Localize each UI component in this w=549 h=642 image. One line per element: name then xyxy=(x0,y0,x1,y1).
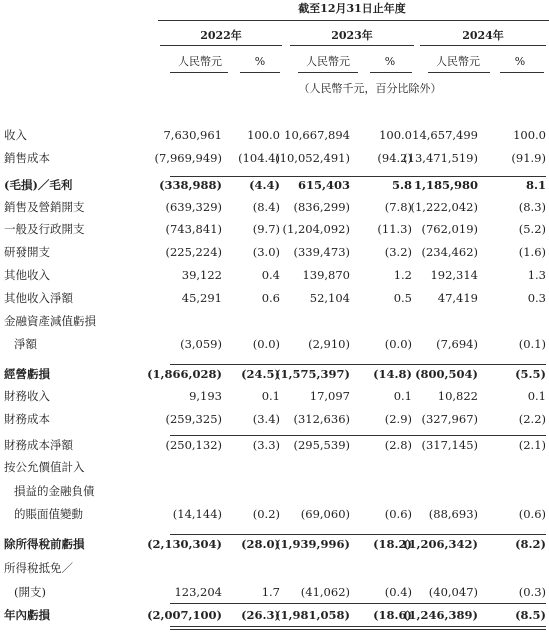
value-2023-cell: (41,062) xyxy=(300,585,350,599)
percent-2023-cell: (3.2) xyxy=(384,245,412,259)
value-2023-cell: 52,104 xyxy=(309,291,350,305)
header-rule xyxy=(158,20,549,21)
subheader-rule xyxy=(170,72,228,73)
value-2023-cell: (295,539) xyxy=(293,438,350,452)
value-2022-cell: 45,291 xyxy=(181,291,222,305)
percent-2022-cell: (8.4) xyxy=(252,200,280,214)
row-label: 研發開支 xyxy=(4,245,50,259)
percent-2024-cell: (0.1) xyxy=(518,337,546,351)
subtotal-rule xyxy=(170,534,546,535)
value-2022-cell: (7,969,949) xyxy=(154,151,222,165)
percent-2024-cell: (1.6) xyxy=(518,245,546,259)
row-label: 所得稅抵免／ xyxy=(4,561,73,575)
year-rule-2023 xyxy=(290,45,414,46)
value-2023-cell: (1,575,397) xyxy=(275,367,350,381)
period-header: 截至12月31日止年度 xyxy=(298,2,406,15)
value-2023-cell: (339,473) xyxy=(293,245,350,259)
value-2024-cell: 1,185,980 xyxy=(413,178,478,192)
percent-2022-cell: (9.7) xyxy=(252,222,280,236)
row-label: 銷售成本 xyxy=(4,151,50,165)
percent-2023-cell: (0.0) xyxy=(384,337,412,351)
unit-note: （人民幣千元，百分比除外） xyxy=(298,82,442,95)
subheader-rule xyxy=(428,72,490,73)
value-2024-cell: (800,504) xyxy=(415,367,478,381)
percent-2024-cell: 100.0 xyxy=(513,128,546,142)
value-2024-cell: 14,657,499 xyxy=(412,128,478,142)
percent-col-header: % xyxy=(384,55,396,68)
percent-2023-cell: 100.0 xyxy=(379,128,412,142)
percent-2023-cell: (18.2) xyxy=(373,537,412,551)
row-label: 收入 xyxy=(4,128,27,142)
row-label: 經營虧損 xyxy=(4,367,50,381)
subheader-rule xyxy=(298,72,358,73)
row-label: 按公允價值計入 xyxy=(4,460,85,474)
year-rule-2024 xyxy=(420,45,546,46)
percent-2024-cell: (91.9) xyxy=(511,151,546,165)
value-2023-cell: 139,870 xyxy=(302,268,350,282)
subheader-rule xyxy=(240,72,280,73)
percent-2024-cell: (2.1) xyxy=(518,438,546,452)
percent-2022-cell: (26.3) xyxy=(241,608,280,622)
percent-2023-cell: (7.8) xyxy=(384,200,412,214)
row-label: 其他收入 xyxy=(4,268,50,282)
value-2022-cell: 9,193 xyxy=(189,389,222,403)
value-2023-cell: (1,939,996) xyxy=(275,537,350,551)
percent-2022-cell: (4.4) xyxy=(249,178,280,192)
value-2024-cell: (762,019) xyxy=(421,222,478,236)
value-2024-cell: (1,246,389) xyxy=(403,608,478,622)
value-2022-cell: (250,132) xyxy=(165,438,222,452)
value-2023-cell: (1,981,058) xyxy=(275,608,350,622)
value-2023-cell: (836,299) xyxy=(293,200,350,214)
percent-2024-cell: (8.2) xyxy=(515,537,546,551)
value-2023-cell: 10,667,894 xyxy=(284,128,350,142)
percent-2024-cell: (8.5) xyxy=(515,608,546,622)
value-2024-cell: (1,222,042) xyxy=(410,200,478,214)
percent-2023-cell: 1.2 xyxy=(393,268,412,282)
value-2022-cell: (639,329) xyxy=(165,200,222,214)
value-2024-cell: (7,694) xyxy=(436,337,478,351)
subheader-rule xyxy=(500,72,544,73)
subtotal-rule xyxy=(170,435,546,436)
percent-2023-cell: (2.8) xyxy=(384,438,412,452)
percent-2022-cell: (0.2) xyxy=(252,507,280,521)
percent-2022-cell: (24.5) xyxy=(241,367,280,381)
value-2022-cell: 39,122 xyxy=(181,268,222,282)
percent-2024-cell: (5.2) xyxy=(518,222,546,236)
percent-2022-cell: (104.4) xyxy=(238,151,280,165)
value-2023-cell: (10,052,491) xyxy=(275,151,350,165)
value-2024-cell: 47,419 xyxy=(437,291,478,305)
value-2022-cell: (3,059) xyxy=(180,337,222,351)
year-rule-2022 xyxy=(160,45,282,46)
value-2022-cell: (225,224) xyxy=(165,245,222,259)
percent-2022-cell: 1.7 xyxy=(261,585,280,599)
currency-col-header: 人民幣元 xyxy=(306,55,350,68)
value-2022-cell: (338,988) xyxy=(159,178,222,192)
percent-2024-cell: (8.3) xyxy=(518,200,546,214)
row-label: 的賬面值變動 xyxy=(14,507,83,521)
row-label: 財務收入 xyxy=(4,389,50,403)
subtotal-rule xyxy=(170,176,546,177)
row-label: 損益的金融負債 xyxy=(14,484,95,498)
row-label: 財務成本 xyxy=(4,412,50,426)
value-2022-cell: (2,130,304) xyxy=(147,537,222,551)
year-header-2022: 2022年 xyxy=(200,29,242,42)
percent-2023-cell: 0.1 xyxy=(393,389,412,403)
percent-2024-cell: 0.1 xyxy=(527,389,546,403)
value-2023-cell: (69,060) xyxy=(300,507,350,521)
subheader-rule xyxy=(370,72,412,73)
row-label: 年內虧損 xyxy=(4,608,50,622)
row-label: 金融資產減值虧損 xyxy=(4,314,96,328)
percent-col-header: % xyxy=(254,55,266,68)
value-2022-cell: (1,866,028) xyxy=(147,367,222,381)
currency-col-header: 人民幣元 xyxy=(178,55,222,68)
percent-2023-cell: (94.2) xyxy=(377,151,412,165)
percent-2023-cell: (11.3) xyxy=(377,222,412,236)
value-2024-cell: (88,693) xyxy=(428,507,478,521)
value-2023-cell: 615,403 xyxy=(297,178,350,192)
row-label: 銷售及營銷開支 xyxy=(4,200,85,214)
percent-2022-cell: (28.0) xyxy=(241,537,280,551)
row-label: 除所得稅前虧損 xyxy=(4,537,85,551)
percent-2022-cell: (3.3) xyxy=(252,438,280,452)
percent-2022-cell: (3.4) xyxy=(252,412,280,426)
row-label: (毛損)／毛利 xyxy=(4,178,73,192)
value-2024-cell: (234,462) xyxy=(421,245,478,259)
percent-2022-cell: 100.0 xyxy=(247,128,280,142)
value-2024-cell: (40,047) xyxy=(428,585,478,599)
value-2022-cell: (2,007,100) xyxy=(147,608,222,622)
percent-2022-cell: 0.4 xyxy=(261,268,280,282)
row-label: 淨額 xyxy=(14,337,37,351)
row-label: 財務成本淨額 xyxy=(4,438,73,452)
value-2024-cell: (13,471,519) xyxy=(403,151,478,165)
subtotal-rule xyxy=(170,364,546,365)
row-label: (開支) xyxy=(14,585,46,599)
percent-2023-cell: 0.5 xyxy=(393,291,412,305)
value-2022-cell: 123,204 xyxy=(174,585,222,599)
year-header-2023: 2023年 xyxy=(331,29,373,42)
value-2023-cell: 17,097 xyxy=(309,389,350,403)
percent-2024-cell: (2.2) xyxy=(518,412,546,426)
year-header-2024: 2024年 xyxy=(462,29,504,42)
value-2023-cell: (312,636) xyxy=(293,412,350,426)
percent-2023-cell: (18.6) xyxy=(373,608,412,622)
percent-2023-cell: (0.6) xyxy=(384,507,412,521)
value-2022-cell: 7,630,961 xyxy=(163,128,222,142)
row-label: 一般及行政開支 xyxy=(4,222,85,236)
percent-2024-cell: (0.6) xyxy=(518,507,546,521)
percent-2023-cell: (2.9) xyxy=(384,412,412,426)
subtotal-rule xyxy=(170,603,546,604)
percent-2022-cell: (0.0) xyxy=(252,337,280,351)
percent-2022-cell: (3.0) xyxy=(252,245,280,259)
total-double-rule xyxy=(170,626,546,630)
percent-2023-cell: (0.4) xyxy=(384,585,412,599)
value-2024-cell: 10,822 xyxy=(437,389,478,403)
percent-2024-cell: (5.5) xyxy=(515,367,546,381)
percent-2024-cell: (0.3) xyxy=(518,585,546,599)
value-2022-cell: (14,144) xyxy=(172,507,222,521)
value-2023-cell: (2,910) xyxy=(308,337,350,351)
value-2024-cell: 192,314 xyxy=(430,268,478,282)
value-2023-cell: (1,204,092) xyxy=(282,222,350,236)
percent-2023-cell: (14.8) xyxy=(373,367,412,381)
currency-col-header: 人民幣元 xyxy=(436,55,480,68)
percent-2022-cell: 0.6 xyxy=(261,291,280,305)
percent-2024-cell: 8.1 xyxy=(525,178,546,192)
percent-2024-cell: 0.3 xyxy=(527,291,546,305)
value-2024-cell: (1,206,342) xyxy=(403,537,478,551)
percent-2022-cell: 0.1 xyxy=(261,389,280,403)
value-2022-cell: (259,325) xyxy=(165,412,222,426)
row-label: 其他收入淨額 xyxy=(4,291,73,305)
value-2022-cell: (743,841) xyxy=(165,222,222,236)
value-2024-cell: (317,145) xyxy=(421,438,478,452)
percent-2023-cell: 5.8 xyxy=(391,178,412,192)
value-2024-cell: (327,967) xyxy=(421,412,478,426)
percent-2024-cell: 1.3 xyxy=(527,268,546,282)
percent-col-header: % xyxy=(514,55,526,68)
